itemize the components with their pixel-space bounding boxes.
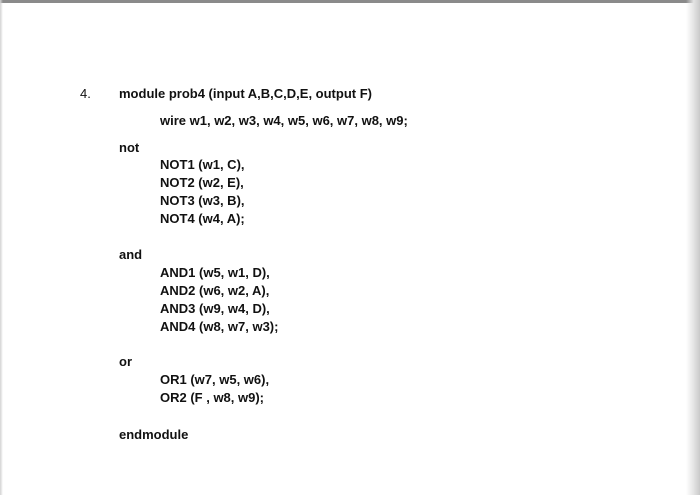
not-gate-line: NOT3 (w3, B), [160,193,245,208]
question-number: 4. [80,86,91,101]
not-gate-line: NOT4 (w4, A); [160,211,245,226]
and-gate-line: AND2 (w6, w2, A), [160,283,270,298]
right-edge-shadow [686,0,700,495]
or-keyword: or [119,354,132,369]
and-gate-line: AND1 (w5, w1, D), [160,265,270,280]
not-gate-line: NOT1 (w1, C), [160,157,245,172]
top-border [0,0,700,3]
or-gate-line: OR2 (F , w8, w9); [160,390,265,405]
and-gate-line: AND4 (w8, w7, w3); [160,319,279,334]
and-gate-line: AND3 (w9, w4, D), [160,301,270,316]
wire-declaration: wire w1, w2, w3, w4, w5, w6, w7, w8, w9; [160,113,408,128]
not-gate-line: NOT2 (w2, E), [160,175,244,190]
module-header: module prob4 (input A,B,C,D,E, output F) [119,86,372,101]
or-gate-line: OR1 (w7, w5, w6), [160,372,270,387]
left-edge-shadow [0,0,3,495]
not-keyword: not [119,140,140,155]
and-keyword: and [119,247,143,262]
endmodule-keyword: endmodule [119,427,189,442]
